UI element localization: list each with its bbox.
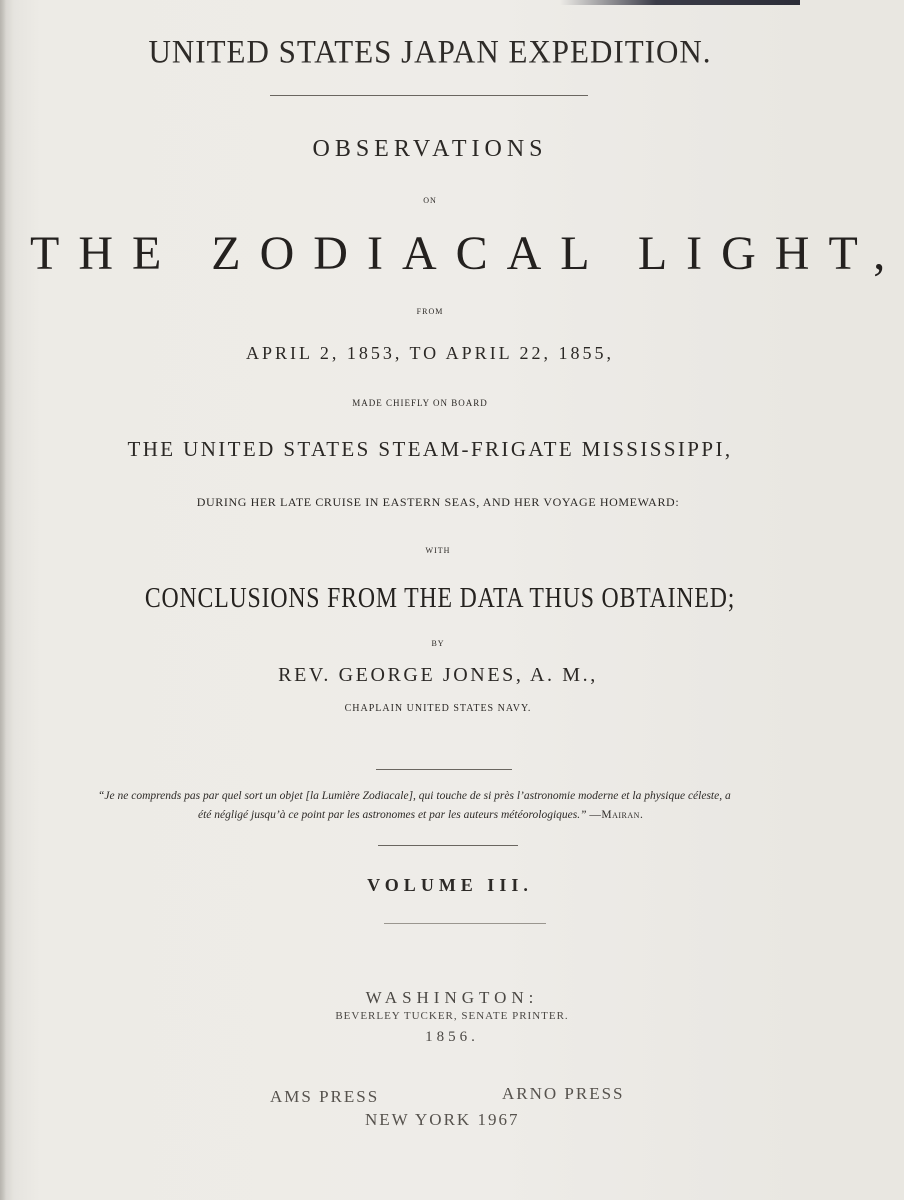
- epigraph-quote: [98, 787, 798, 825]
- author-name: REV. GEORGE JONES, A. M.,: [278, 664, 598, 686]
- quote-line-1: “Je ne comprends pas par quel sort un objet [la Lumière Zodiacale], qui touche de si près l’astronomie moderne et la physique céleste, a: [98, 790, 731, 802]
- conclusions-heading: CONCLUSIONS FROM THE DATA THUS OBTAINED;: [144, 582, 736, 614]
- reprint-publisher-ams: AMS PRESS: [270, 1087, 380, 1106]
- author-title: CHAPLAIN UNITED STATES NAVY.: [344, 703, 532, 714]
- reprint-city-year: NEW YORK 1967: [365, 1110, 520, 1129]
- divider-rule: [376, 769, 512, 770]
- volume-label: VOLUME III.: [367, 875, 533, 895]
- divider-rule: [270, 95, 588, 96]
- reprint-publisher-arno: ARNO PRESS: [502, 1084, 625, 1103]
- quote-line-2: été négligé jusqu’à ce point par les astronomes et par les auteurs météorologiques.”: [198, 809, 587, 821]
- imprint-printer: BEVERLEY TUCKER, SENATE PRINTER.: [335, 1010, 569, 1022]
- imprint-city: WASHINGTON:: [365, 988, 539, 1007]
- book-edge-shadow: [560, 0, 800, 5]
- connector-with: WITH: [425, 546, 451, 555]
- made-chiefly-text: MADE CHIEFLY ON BOARD: [352, 398, 488, 408]
- imprint-year: 1856.: [425, 1029, 479, 1045]
- cruise-description: DURING HER LATE CRUISE IN EASTERN SEAS, AND HER VOYAGE HOMEWARD:: [196, 495, 680, 509]
- date-range: APRIL 2, 1853, TO APRIL 22, 1855,: [245, 343, 615, 363]
- observations-heading: OBSERVATIONS: [312, 136, 548, 162]
- series-title: UNITED STATES JAPAN EXPEDITION.: [148, 33, 712, 70]
- connector-by: BY: [431, 639, 445, 648]
- connector-on: ON: [423, 196, 437, 205]
- spine-shadow: [0, 0, 6, 1200]
- ship-name: THE UNITED STATES STEAM-FRIGATE MISSISSIPPI,: [127, 437, 733, 461]
- connector-from: FROM: [416, 307, 444, 316]
- divider-rule: [384, 923, 546, 924]
- quote-attribution: —Mairan.: [589, 809, 644, 821]
- divider-rule: [378, 845, 518, 846]
- main-title: THE ZODIACAL LIGHT,: [30, 227, 904, 280]
